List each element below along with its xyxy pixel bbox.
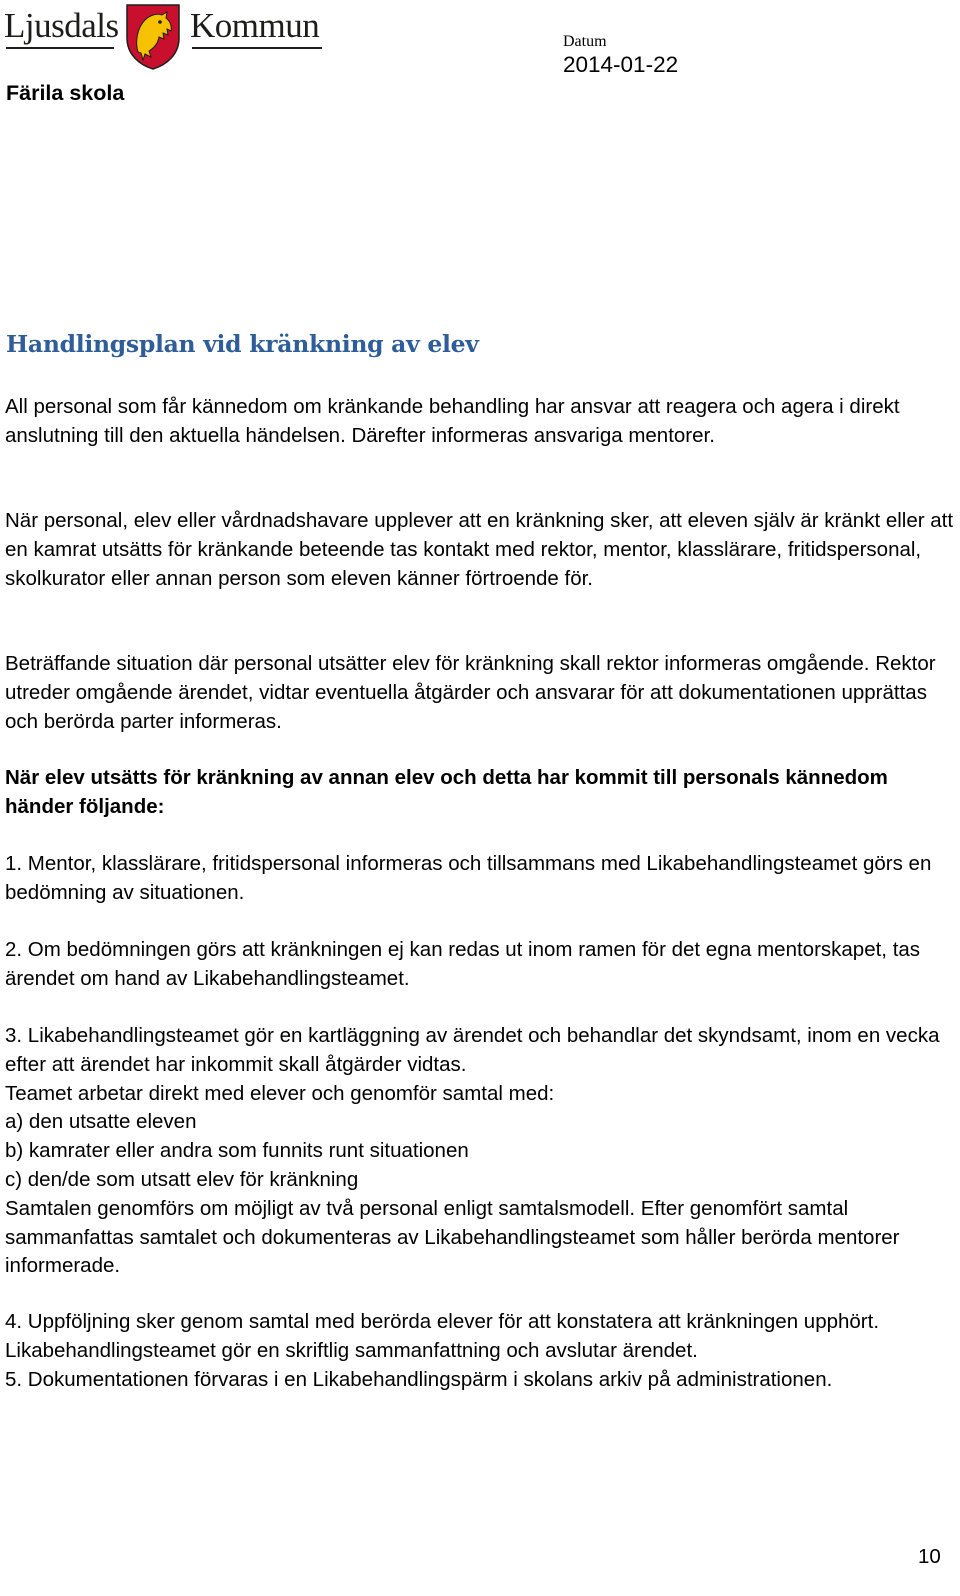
paragraph-staff-case: Beträffande situation där personal utsätter elev för kränkning skall rektor informeras omgående. Rektor utreder omgående ärendet, vidtar eventuella åtgärder och ansvarar för att dokumentationen upprättas och berörda parter informeras. bbox=[5, 652, 936, 733]
step-5: 5. Dokumentationen förvaras i en Likabehandlingspärm i skolans arkiv på administrationen. bbox=[5, 1367, 833, 1391]
logo-underline-right bbox=[192, 47, 322, 49]
step-4: 4. Uppföljning sker genom samtal med berörda elever för att konstatera att kränkningen upphört. Likabehandlingsteamet gör en skriftlig sammanfattning och avslutar ärendet. bbox=[5, 1310, 880, 1362]
step-3-item-b: b) kamrater eller andra som funnits runt situationen bbox=[5, 1139, 469, 1163]
logo-text-ljusdals: Ljusdals bbox=[4, 6, 119, 45]
step-2: 2. Om bedömningen görs att kränkningen ej kan redas ut inom ramen för det egna mentorskapet, tas ärendet om hand av Likabehandlingsteamet. bbox=[5, 938, 921, 990]
step-3-item-c: c) den/de som utsatt elev för kränkning bbox=[5, 1167, 359, 1191]
coat-of-arms-icon bbox=[123, 2, 183, 70]
document-title: Handlingsplan vid kränkning av elev bbox=[6, 330, 479, 358]
paragraph-report: När personal, elev eller vårdnadshavare upplever att en kränkning sker, att eleven själv är kränkt eller att en kamrat utsätts för kränkande beteende tas kontakt med rektor, mentor, klasslärare, fritidspersonal, skolkurator eller annan person som eleven känner förtroende för. bbox=[5, 509, 954, 590]
school-name: Färila skola bbox=[6, 81, 125, 105]
date-value: 2014-01-22 bbox=[563, 52, 679, 77]
step-3-conversation: Samtalen genomförs om möjligt av två personal enligt samtalsmodell. Efter genomfört samtal sammanfattas samtalet och dokumenteras av Likabehandlingsteamet som håller berörda mentorer informerade. bbox=[5, 1196, 900, 1278]
date-label: Datum bbox=[563, 33, 607, 50]
logo-text-kommun: Kommun bbox=[190, 6, 320, 45]
paragraph-intro: All personal som får kännedom om kränkande behandling har ansvar att reagera och agera i direkt anslutning till den aktuella händelsen. Därefter informeras ansvariga mentorer. bbox=[5, 395, 900, 447]
step-1: 1. Mentor, klasslärare, fritidspersonal informeras och tillsammans med Likabehandlingsteamet görs en bedömning av situationen. bbox=[5, 852, 932, 904]
step-3-block bbox=[5, 1022, 955, 1281]
step-3-team-intro: Teamet arbetar direkt med elever och genomför samtal med: bbox=[5, 1081, 555, 1105]
logo-underline-left bbox=[6, 47, 114, 49]
page-number: 10 bbox=[918, 1545, 941, 1568]
paragraph-procedure-heading: När elev utsätts för kränkning av annan elev och detta har kommit till personals kännedom händer följande: bbox=[5, 766, 888, 818]
step-4-5-block bbox=[5, 1308, 955, 1394]
step-3-text: 3. Likabehandlingsteamet gör en kartläggning av ärendet och behandlar det skyndsamt, inom en vecka efter att ärendet har inkommit skall åtgärder vidtas. bbox=[5, 1024, 940, 1076]
step-3-item-a: a) den utsatte eleven bbox=[5, 1110, 197, 1134]
